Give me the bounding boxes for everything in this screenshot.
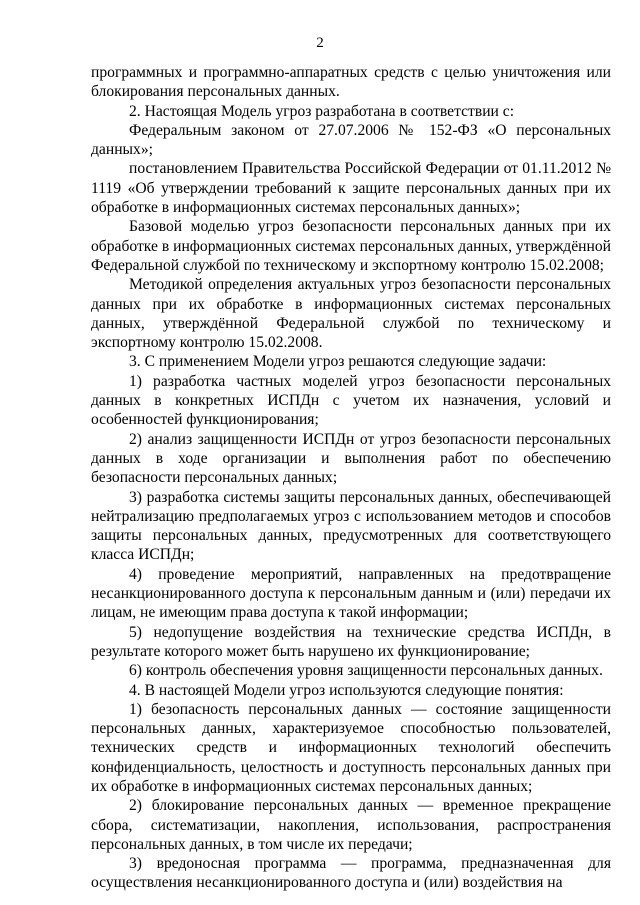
page-number: 2 (316, 35, 324, 51)
list-item: 5) недопущение воздействия на технические средства ИСПДн, в результате которого может быть нарушено их функционирование; (91, 623, 611, 660)
list-item: 6) контроль обеспечения уровня защищенности персональных данных. (129, 662, 603, 680)
list-item: 1) безопасность персональных данных — состояние защищенности персональных данных, характеризуемое способностью пользователей, технических средств и информационных технологий обеспечить конфиденциальность, целостность и доступность персональных данных при их обработке в информационных системах персональных данных; (91, 700, 611, 795)
paragraph: постановлением Правительства Российской Федерации от 01.11.2012 № 1119 «Об утверждении требований к защите персональных данных при их обработке в информационных системах персональных данных»; (91, 160, 611, 217)
paragraph: программных и программно-аппаратных средств с целью уничтожения или блокирования персональных данных. (91, 64, 611, 101)
list-item: 2) анализ защищенности ИСПДн от угроз безопасности персональных данных в ходе организации и выполнения работ по обеспечению безопасности персональных данных; (91, 430, 611, 487)
paragraph: Базовой моделью угроз безопасности персональных данных при их обработке в информационных системах персональных данных, утверждённой Федеральной службой по техническому и экспортному контролю 15.02.2008; (91, 218, 611, 274)
list-item: 4) проведение мероприятий, направленных на предотвращение несанкционированного доступа к персональным данным и (или) передачи их лицам, не имеющим права доступа к такой информации; (91, 565, 611, 622)
paragraph: Федеральным законом от 27.07.2006 № 152-ФЗ «О персональных данных»; (91, 121, 611, 159)
list-item: 3) вредоносная программа — программа, предназначенная для осуществления несанкционированного доступа и (или) воздействия на (91, 855, 611, 892)
list-item: 3) разработка системы защиты персональных данных, обеспечивающей нейтрализацию предполагаемых угроз с использованием методов и способов защиты персональных данных, предусмотренных для соответствующего класса ИСПДн; (91, 488, 611, 564)
list-item: 1) разработка частных моделей угроз безопасности персональных данных в конкретных ИСПДн с учетом их назначения, условий и особенностей функционирования; (91, 372, 611, 429)
paragraph: Методикой определения актуальных угроз безопасности персональных данных при их обработке в информационных системах персональных данных, утверждённой Федеральной службой по техническому и экспортному контролю 15.02.2008. (91, 276, 611, 352)
list-item: 2) блокирование персональных данных — временное прекращение сбора, систематизации, накопления, использования, распространения персональных данных, в том числе их передачи; (91, 797, 611, 853)
paragraph: 3. С применением Модели угроз решаются следующие задачи: (129, 353, 547, 371)
paragraph: 4. В настоящей Модели угроз используются следующие понятия: (129, 681, 564, 699)
paragraph: 2. Настоящая Модель угроз разработана в соответствии с: (129, 102, 515, 120)
document-body (91, 63, 611, 893)
